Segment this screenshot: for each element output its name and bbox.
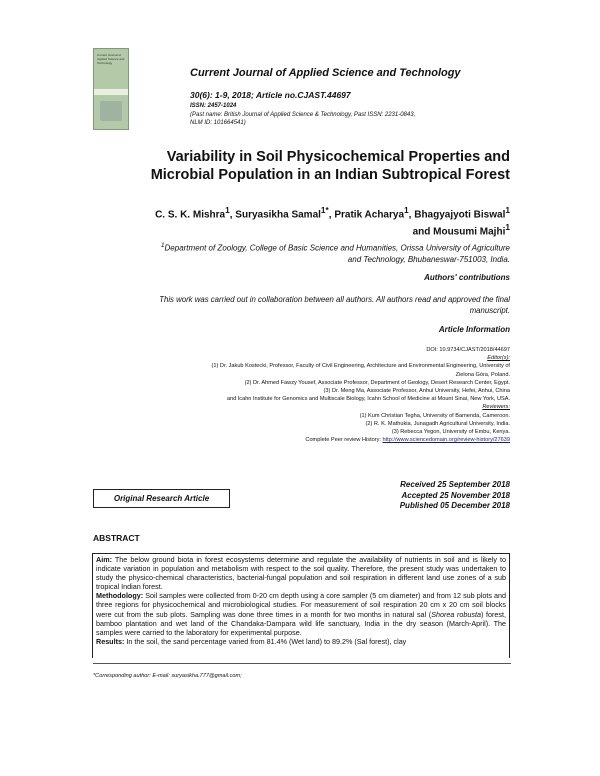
author-name: Mousumi Majhi	[433, 226, 506, 238]
footnote-divider	[93, 663, 511, 664]
abstract-heading: ABSTRACT	[93, 533, 140, 543]
past-name: (Past name: British Journal of Applied Science & Technology, Past ISSN: 2231-0843, NLM ID: 101664541)	[190, 112, 416, 126]
abstract-aim: Aim: The below ground biota in forest ecosystems determine and regulate the availability of nutrients in soil and is likely to indicate variation in population and metabolism with respect to the soil quality. Therefore, the present study was undertaken to study the physico-chemical characteristics, bacterial-fungal population and soil respiration in different land use zones of a sub tropical Indian forest.	[96, 555, 506, 592]
issn: ISSN: 2457-1024	[190, 103, 237, 109]
reviewer-line: (2) R. K. Mathukia, Junagadh Agricultural University, India.	[365, 420, 510, 427]
article-information	[90, 346, 510, 444]
corresponding-author-footnote: *Corresponding author: E-mail: suryasikha.777@gmail.com;	[93, 673, 242, 679]
editor-line: (2) Dr. Ahmed Fawzy Yousef, Associate Professor, Department of Geology, Desert Research Center, Egypt.	[244, 379, 510, 386]
contributions-heading: Authors' contributions	[424, 273, 510, 282]
reviewer-line: (3) Rebecca Yegon, University of Embu, Kenya.	[391, 429, 510, 436]
author-name: Pratik Acharya	[334, 209, 405, 221]
contributions-text: This work was carried out in collaboration between all authors. All authors read and approved the final manuscript.	[159, 295, 510, 315]
editor-line: (1) Dr. Jakub Kostecki, Professor, Faculty of Civil Engineering, Architecture and Environmental Engineering, University of	[211, 363, 510, 370]
article-info-heading: Article Information	[438, 325, 510, 334]
article-type-box: Original Research Article	[93, 489, 230, 508]
abstract-methodology: Methodology: Soil samples were collected from 0-20 cm depth using a core sampler (5 cm diameter) and from 12 sub plots and three regions for physicochemical and microbiological studies. For measurement of soil respiration 20 cm x 20 cm soil blocks were cut from the sub plots. Sampling was done three times in a month for two months in natural sal (Shorea robusta) forest, bamboo plantation and wet land of the Chandaka-Dampara wild life sanctuary, India in the dry season (March-April). The samples were carried to the laboratory for experimental purpose.	[96, 591, 506, 637]
doi: DOI: 10.9734/CJAST/2018/44697	[426, 347, 510, 353]
cover-image	[100, 101, 122, 121]
abstract-results: Results: In the soil, the sand percentage varied from 81.4% (Wet land) to 89.2% (Sal forest), clay	[96, 636, 407, 646]
published-date: Published 05 December 2018	[399, 501, 510, 510]
affiliation: $^1$Department of Zoology, College of Basic Science and Humanities, Orissa University of Agriculture and Technology, Bhubaneswar-751003, India.	[160, 242, 510, 264]
journal-name: Current Journal of Applied Science and Technology	[190, 67, 461, 79]
editors-label: Editor(s):	[487, 355, 510, 362]
reviewer-line: (1) Kum Christian Tegha, University of Bamenda, Cameroon.	[359, 412, 510, 419]
review-history: Complete Peer review History: http://www.sciencedomain.org/review-history/27639	[305, 437, 510, 444]
editor-line: and Icahn Institute for Genomics and Multiscale Biology, Icahn School of Medicine at Mount Sinai, New York, USA.	[226, 396, 510, 403]
journal-cover-thumbnail	[93, 48, 129, 130]
author-name: C. S. K. Mishra	[155, 209, 226, 221]
reviewers-label: Reviewers:	[482, 404, 510, 411]
article-dates	[300, 480, 510, 512]
received-date: Received 25 September 2018	[400, 480, 510, 489]
paper-title: Variability in Soil Physicochemical Properties and Microbial Population in an Indian Subtropical Forest	[150, 149, 510, 183]
accepted-date: Accepted 25 November 2018	[401, 490, 510, 500]
abstract-box	[92, 553, 510, 658]
cover-title: Current Journal of Applied Science and Technology	[97, 53, 125, 65]
citation: 30(6): 1-9, 2018; Article no.CJAST.44697	[190, 90, 351, 100]
editor-line: Zielona Góra, Poland.	[455, 371, 510, 378]
editor-line: (3) Dr. Meng Ma, Associate Professor, Anhui University, Hefei, Anhui, China	[323, 388, 510, 395]
review-history-link[interactable]: http://www.sciencedomain.org/review-history/27639	[382, 437, 510, 444]
author-list: C. S. K. Mishra$^1$, Suryasikha Samal$^{1*}$, Pratik Acharya$^1$, Bhagyajyoti Biswal$^1$ and Mousumi Majhi$^1$	[155, 205, 510, 238]
cover-band	[94, 89, 128, 95]
author-name: Suryasikha Samal	[235, 209, 321, 221]
author-name: Bhagyajyoti Biswal	[414, 209, 506, 221]
